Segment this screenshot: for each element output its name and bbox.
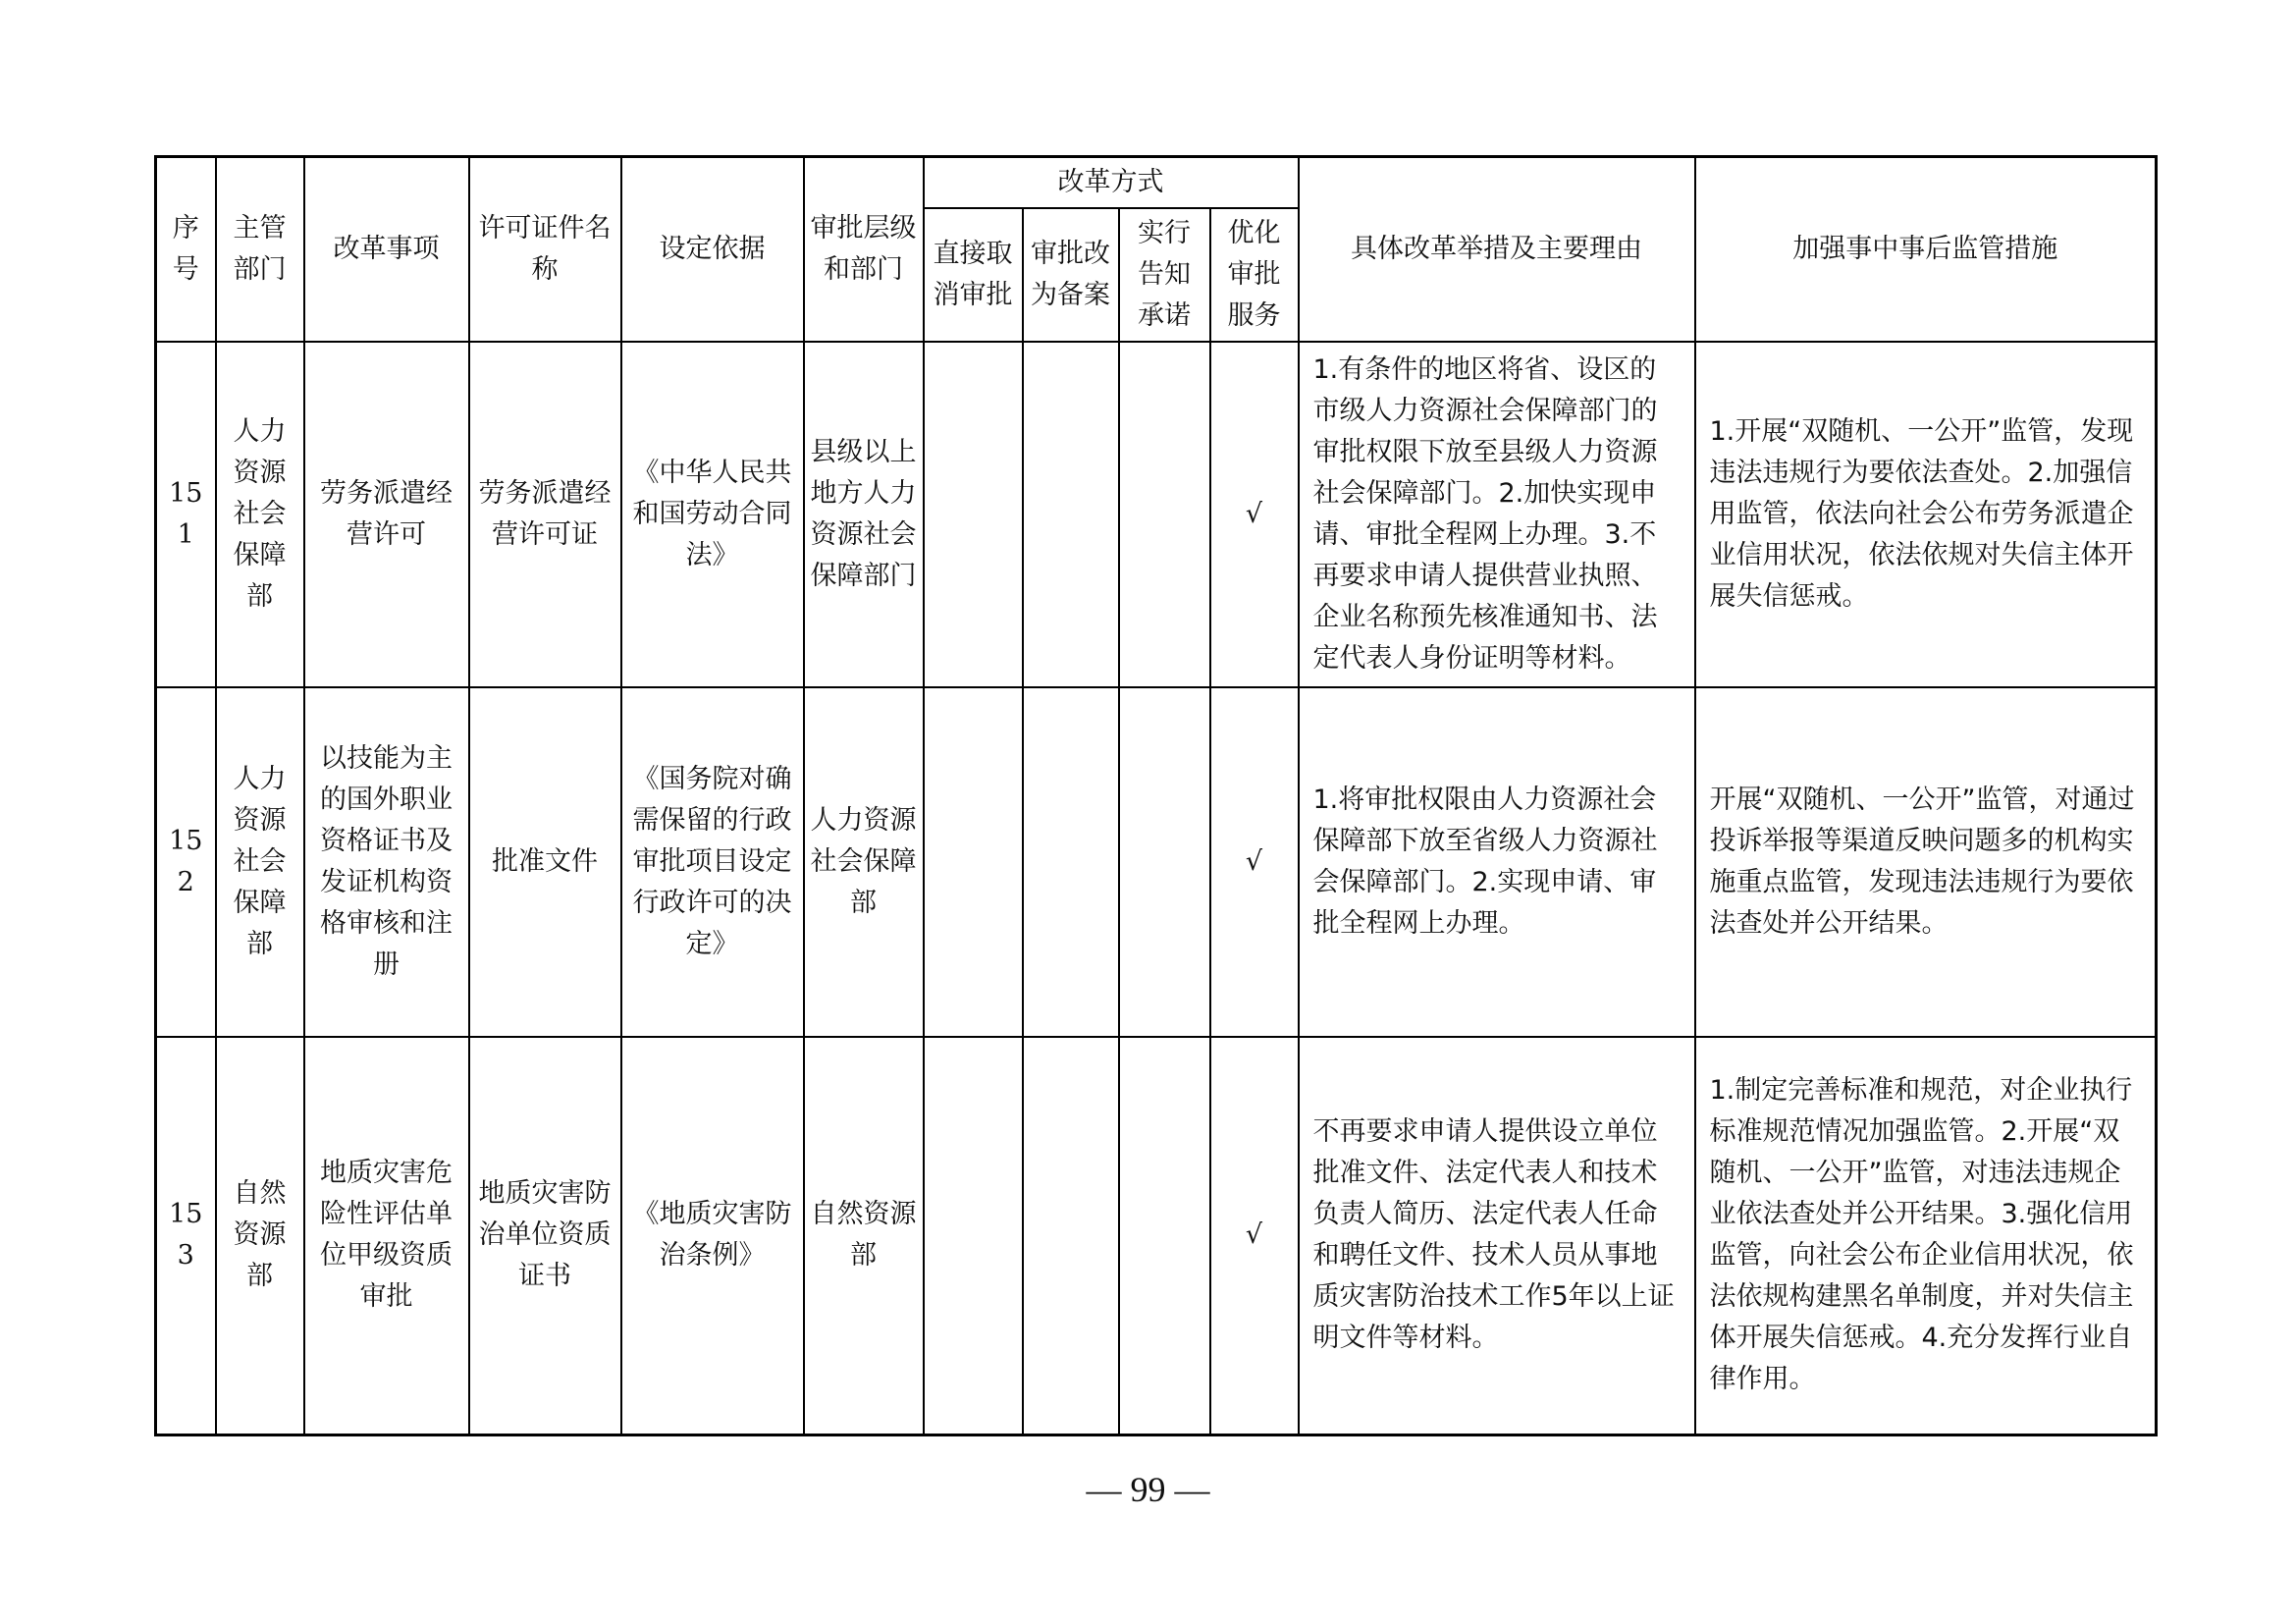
page-number: — 99 — — [1086, 1470, 1210, 1509]
row-mode-promise — [1119, 342, 1210, 687]
row-dept: 人力资源社会保障部 — [216, 342, 304, 687]
table-row — [156, 342, 2157, 687]
row-mode-cancel — [924, 687, 1023, 1037]
row-level: 县级以上地方人力资源社会保障部门 — [804, 342, 924, 687]
row-mode-record — [1023, 687, 1119, 1037]
row-mode-record — [1023, 342, 1119, 687]
row-seq: 151 — [156, 342, 216, 687]
header-row — [156, 157, 2157, 209]
row-measures: 1.有条件的地区将省、设区的市级人力资源社会保障部门的审批权限下放至县级人力资源社会保障部门。2.加快实现申请、审批全程网上办理。3.不再要求申请人提供营业执照、企业名称预先核准通知书、法定代表人身份证明等材料。 — [1299, 342, 1695, 687]
row-supervision: 1.开展“双随机、一公开”监管，发现违法违规行为要依法查处。2.加强信用监管，依法向社会公布劳务派遣企业信用状况，依法依规对失信主体开展失信惩戒。 — [1695, 342, 2157, 687]
row-mode-optimize-check: √ — [1210, 342, 1299, 687]
row-mode-optimize-check: √ — [1210, 1037, 1299, 1435]
row-dept: 人力资源社会保障部 — [216, 687, 304, 1037]
row-mode-promise — [1119, 1037, 1210, 1435]
header-mode-cancel: 直接取消审批 — [924, 208, 1023, 342]
row-measures: 不再要求申请人提供设立单位批准文件、法定代表人和技术负责人简历、法定代表人任命和聘任文件、技术人员从事地质灾害防治技术工作5年以上证明文件等材料。 — [1299, 1037, 1695, 1435]
reform-table — [154, 155, 2158, 1436]
header-dept: 主管部门 — [216, 157, 304, 343]
header-license: 许可证件名称 — [469, 157, 621, 343]
table-row — [156, 1037, 2157, 1435]
row-mode-optimize-check: √ — [1210, 687, 1299, 1037]
row-license: 批准文件 — [469, 687, 621, 1037]
header-level: 审批层级和部门 — [804, 157, 924, 343]
row-mode-record — [1023, 1037, 1119, 1435]
row-level: 人力资源社会保障部 — [804, 687, 924, 1037]
row-mode-cancel — [924, 342, 1023, 687]
row-level: 自然资源部 — [804, 1037, 924, 1435]
header-seq: 序号 — [156, 157, 216, 343]
row-supervision: 1.制定完善标准和规范，对企业执行标准规范情况加强监管。2.开展“双随机、一公开”监管，对违法违规企业依法查处并公开结果。3.强化信用监管，向社会公布企业信用状况，依法依规构建黑名单制度，并对失信主体开展失信惩戒。4.充分发挥行业自律作用。 — [1695, 1037, 2157, 1435]
header-item: 改革事项 — [304, 157, 469, 343]
row-item: 以技能为主的国外职业资格证书及发证机构资格审核和注册 — [304, 687, 469, 1037]
header-mode-optimize: 优化审批服务 — [1210, 208, 1299, 342]
row-mode-cancel — [924, 1037, 1023, 1435]
row-supervision: 开展“双随机、一公开”监管，对通过投诉举报等渠道反映问题多的机构实施重点监管，发现违法违规行为要依法查处并公开结果。 — [1695, 687, 2157, 1037]
row-basis: 《中华人民共和国劳动合同法》 — [621, 342, 804, 687]
header-supervision: 加强事中事后监管措施 — [1695, 157, 2157, 343]
row-seq: 152 — [156, 687, 216, 1037]
row-license: 劳务派遣经营许可证 — [469, 342, 621, 687]
row-basis: 《国务院对确需保留的行政审批项目设定行政许可的决定》 — [621, 687, 804, 1037]
row-item: 劳务派遣经营许可 — [304, 342, 469, 687]
header-mode-record: 审批改为备案 — [1023, 208, 1119, 342]
header-basis: 设定依据 — [621, 157, 804, 343]
header-mode-promise: 实行告知承诺 — [1119, 208, 1210, 342]
row-mode-promise — [1119, 687, 1210, 1037]
row-seq: 153 — [156, 1037, 216, 1435]
row-basis: 《地质灾害防治条例》 — [621, 1037, 804, 1435]
row-item: 地质灾害危险性评估单位甲级资质审批 — [304, 1037, 469, 1435]
row-measures: 1.将审批权限由人力资源社会保障部下放至省级人力资源社会保障部门。2.实现申请、审批全程网上办理。 — [1299, 687, 1695, 1037]
table-row — [156, 687, 2157, 1037]
header-measures: 具体改革举措及主要理由 — [1299, 157, 1695, 343]
row-license: 地质灾害防治单位资质证书 — [469, 1037, 621, 1435]
row-dept: 自然资源部 — [216, 1037, 304, 1435]
header-reform-mode: 改革方式 — [924, 157, 1299, 209]
